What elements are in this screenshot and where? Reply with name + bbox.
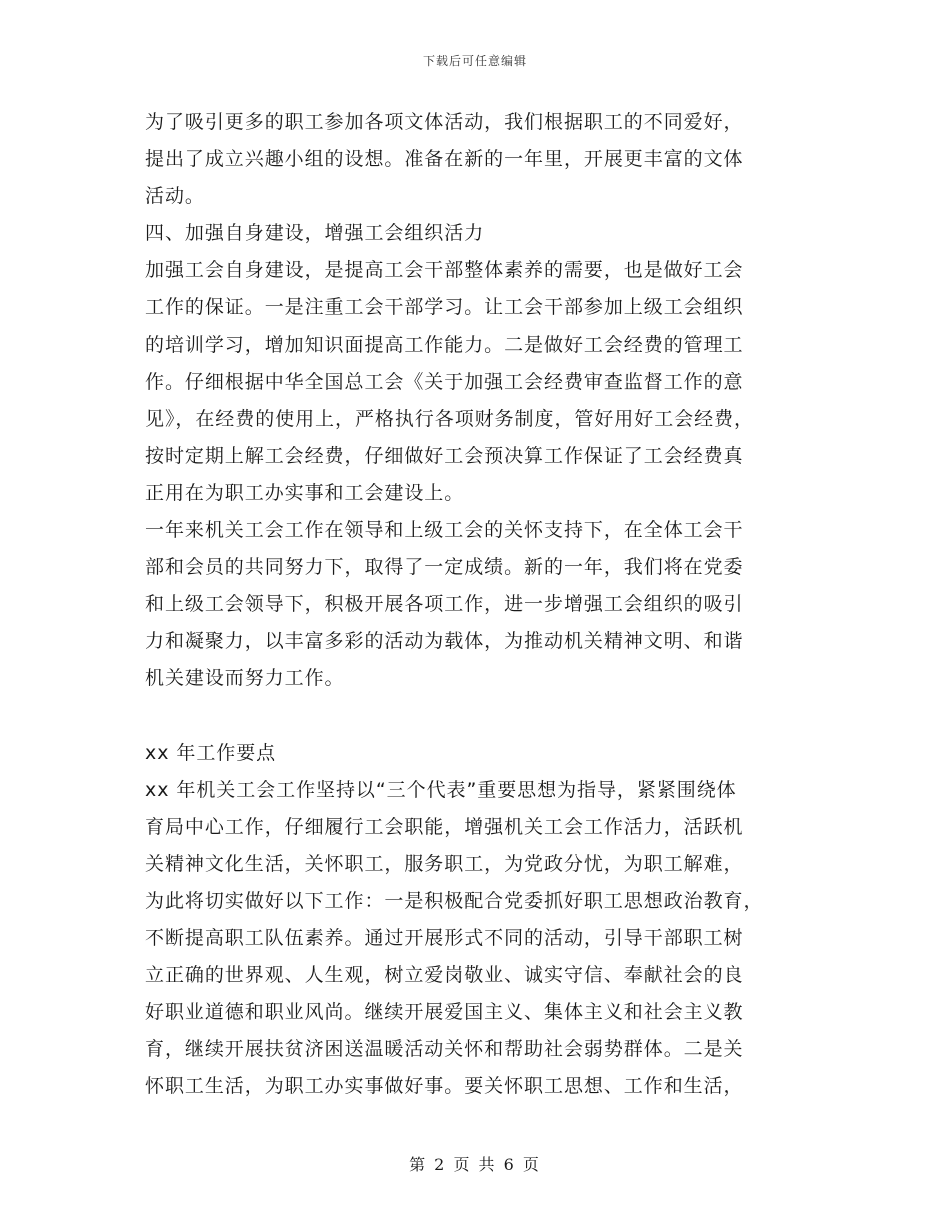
page-number: 第 2 页 共 6 页 xyxy=(409,1155,541,1174)
text-line: 不断提高职工队伍素养。通过开展形式不同的活动，引导干部职工树 xyxy=(145,927,744,950)
text-line: 工作的保证。一是注重工会干部学习。让工会干部参加上级工会组织 xyxy=(145,296,744,319)
text-line: 为此将切实做好以下工作：一是积极配合党委抓好职工思想政治教育， xyxy=(145,889,764,912)
text-line: 提出了成立兴趣小组的设想。准备在新的一年里，开展更丰富的文体 xyxy=(145,148,744,171)
text-line: 怀职工生活，为职工办实事做好事。要关怀职工思想、工作和生活， xyxy=(145,1075,744,1098)
text-line: 育局中心工作，仔细履行工会职能，增强机关工会工作活力，活跃机 xyxy=(145,815,744,838)
text-line: 一年来机关工会工作在领导和上级工会的关怀支持下，在全体工会干 xyxy=(145,519,744,542)
text-line: 育，继续开展扶贫济困送温暖活动关怀和帮助社会弱势群体。二是关 xyxy=(145,1038,744,1061)
text-line: 部和会员的共同努力下，取得了一定成绩。新的一年，我们将在党委 xyxy=(145,556,744,579)
text-line: 力和凝聚力，以丰富多彩的活动为载体，为推动机关精神文明、和谐 xyxy=(145,630,744,653)
text-line: 见》，在经费的使用上，严格执行各项财务制度，管好用好工会经费， xyxy=(145,407,754,430)
text-line: 和上级工会领导下，积极开展各项工作，进一步增强工会组织的吸引 xyxy=(145,593,744,616)
download-note: 下载后可任意编辑 xyxy=(422,54,527,68)
section-heading: 四、加强自身建设，增强工会组织活力 xyxy=(145,222,485,245)
text-line: 的培训学习，增加知识面提高工作能力。二是做好工会经费的管理工 xyxy=(145,333,744,356)
section-heading: xx 年工作要点 xyxy=(145,741,277,764)
text-line: 加强工会自身建设，是提高工会干部整体素养的需要，也是做好工会 xyxy=(145,259,744,282)
text-line: 正用在为职工办实事和工会建设上。 xyxy=(145,481,465,504)
text-line: xx 年机关工会工作坚持以“三个代表”重要思想为指导，紧紧围绕体 xyxy=(145,778,737,801)
text-line: 按时定期上解工会经费，仔细做好工会预决算工作保证了工会经费真 xyxy=(145,444,744,467)
text-line: 作。仔细根据中华全国总工会《关于加强工会经费审查监督工作的意 xyxy=(145,370,744,393)
body-text xyxy=(145,104,810,1106)
text-line: 活动。 xyxy=(145,185,205,208)
blank-line xyxy=(145,698,810,735)
text-line: 为了吸引更多的职工参加各项文体活动，我们根据职工的不同爱好， xyxy=(145,111,744,133)
text-line: 机关建设而努力工作。 xyxy=(145,667,345,690)
text-line: 好职业道德和职业风尚。继续开展爱国主义、集体主义和社会主义教 xyxy=(145,1001,744,1024)
text-line: 立正确的世界观、人生观，树立爱岗敬业、诚实守信、奉献社会的良 xyxy=(145,964,744,987)
text-line: 关精神文化生活，关怀职工，服务职工，为党政分忧，为职工解难， xyxy=(145,852,744,875)
